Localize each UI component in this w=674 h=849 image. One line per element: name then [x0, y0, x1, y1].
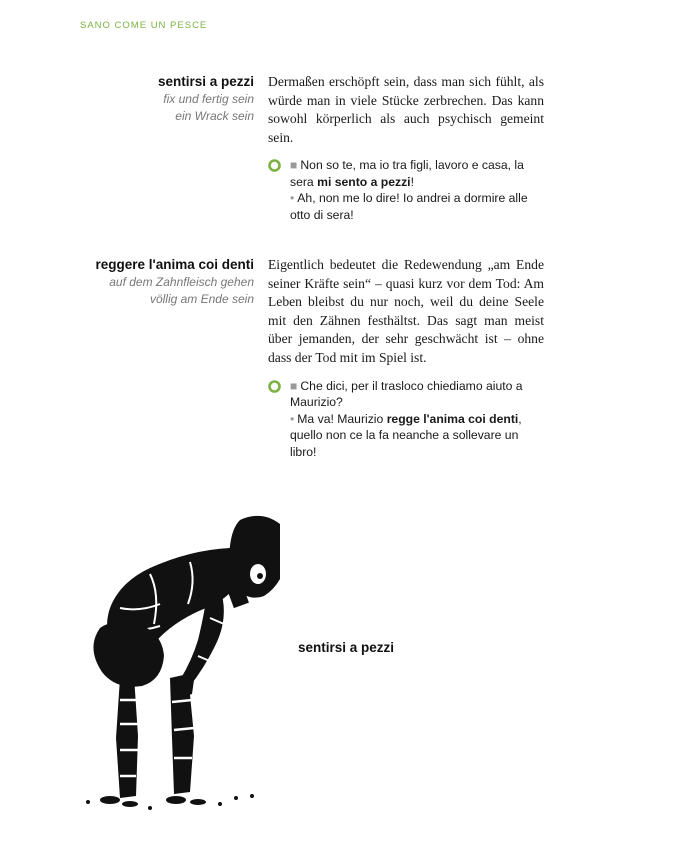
dialog-line: • Ma va! Maurizio regge l'anima coi denti, quello non ce la fa neanche a sollevare un libro! — [290, 411, 522, 459]
definition-text: Dermaßen erschöpft sein, dass man sich fühlt, als würde man in viele Stücke zerbrechen. Das kann sowohl körperlich als auch psychisch gemeint sein. — [268, 74, 544, 145]
dialog-line: • Ah, non me lo dire! Io andrei a dormire alle otto di sera! — [290, 191, 528, 222]
running-head: SANO COME UN PESCE — [80, 20, 208, 31]
dialog-circle-icon — [268, 159, 281, 172]
translation: fix und fertig sein — [163, 92, 254, 106]
dialog-line: ■ Non so te, ma io tra figli, lavoro e casa, la sera mi sento a pezzi! — [290, 158, 524, 189]
illustration-caption: sentirsi a pezzi — [298, 640, 395, 655]
term-column — [60, 256, 254, 308]
definition-column — [268, 73, 544, 223]
example-dialog — [268, 378, 544, 461]
definition-text: Eigentlich bedeutet die Redewendung „am Ende seiner Kräfte sein“ – quasi kurz vor dem Tod: Am Leben bleibst du nur noch, weil du deine Seele mit den Zähnen festhältst. Das sagt man meist über jemanden, der sehr geschwächt ist – ohne dass der Tod mit im Spiel ist. — [268, 257, 544, 365]
translation: auf dem Zahnfleisch gehen — [109, 275, 254, 289]
term-column — [60, 73, 254, 125]
idiom-term: reggere l'anima coi denti — [95, 257, 254, 272]
translation: ein Wrack sein — [175, 109, 254, 123]
dialog-circle-icon — [268, 380, 281, 393]
translation: völlig am Ende sein — [149, 292, 254, 306]
broken-figure-illustration — [80, 478, 280, 818]
example-dialog — [268, 157, 544, 223]
definition-column — [268, 256, 544, 460]
idiom-term: sentirsi a pezzi — [157, 74, 254, 89]
dialog-line: ■ Che dici, per il trasloco chiediamo aiuto a Maurizio? — [290, 378, 523, 410]
